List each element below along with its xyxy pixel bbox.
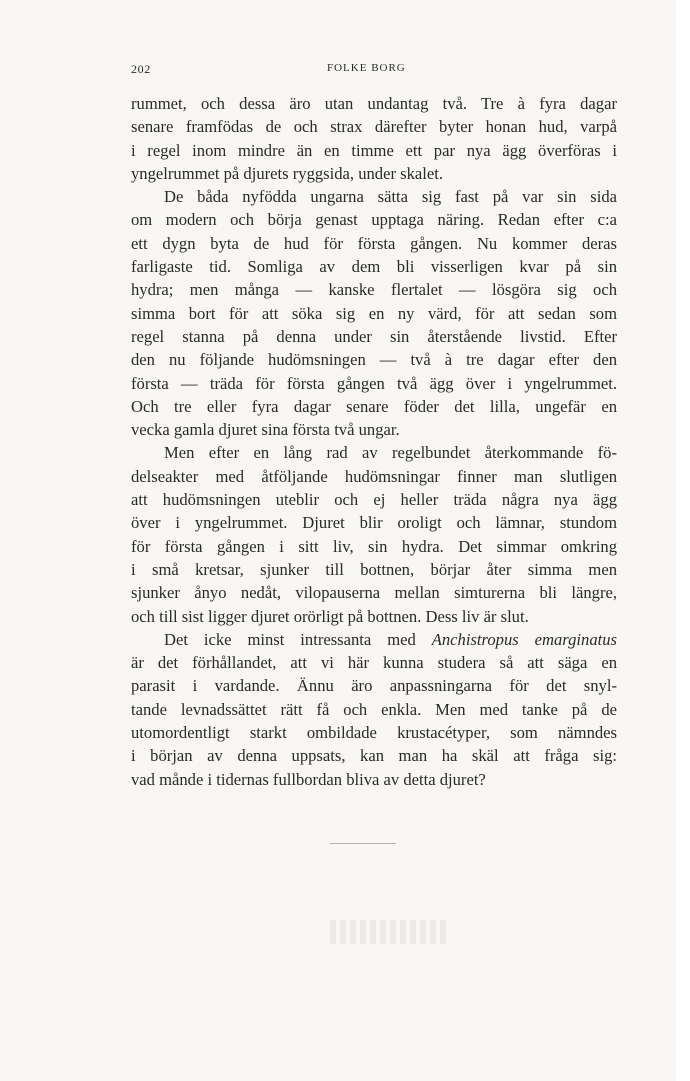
text-line: farligaste tid. Somliga av dem bli visserligen kvar på sin — [131, 257, 617, 277]
show-through-mark — [330, 920, 450, 944]
text-line: över i yngelrummet. Djuret blir oroligt och lämnar, stundom — [131, 513, 617, 533]
text-line: simma bort för att söka sig en ny värd, för att sedan som — [131, 303, 617, 323]
page-number: 202 — [131, 62, 151, 76]
text-line: den nu följande hudömsningen — två à tre dagar efter den — [131, 350, 617, 370]
text-line: vad månde i tidernas fullbordan bliva av detta djuret? — [131, 769, 486, 789]
text-line: om modern och börja genast upptaga näring. Redan efter c:a — [131, 210, 617, 230]
text-line: i regel inom mindre än en timme ett par nya ägg överföras i — [131, 140, 617, 160]
text-line-with-species-name — [131, 628, 617, 651]
text-line: hydra; men många — kanske flertalet — lösgöra sig och — [131, 280, 617, 300]
body-text — [131, 92, 617, 791]
text-line: tande levnadssättet rätt få och enkla. Men med tanke på de — [131, 699, 617, 719]
running-head: FOLKE BORG — [327, 62, 406, 74]
text-line: och till sist ligger djuret orörligt på bottnen. Dess liv är slut. — [131, 606, 529, 626]
text-line: i små kretsar, sjunker till bottnen, börjar åter simma men — [131, 559, 617, 579]
text-line: regel stanna på denna under sin återstående livstid. Efter — [131, 326, 617, 346]
page-header — [131, 62, 617, 82]
text-line: Men efter en lång rad av regelbundet återkommande fö- — [164, 443, 617, 463]
text-line: för första gången i sitt liv, sin hydra. Det simmar omkring — [131, 536, 617, 556]
text-line: De båda nyfödda ungarna sätta sig fast på var sin sida — [164, 187, 617, 207]
section-end-rule — [330, 843, 396, 844]
text-line: delseakter med åtföljande hudömsningar finner man slutligen — [131, 466, 617, 486]
text-line: rummet, och dessa äro utan undantag två. Tre à fyra dagar — [131, 94, 617, 113]
text-line: första — träda för första gången två ägg över i yngelrummet. — [131, 373, 617, 393]
text-line: utomordentligt starkt ombildade krustacétyper, som nämndes — [131, 723, 617, 743]
text-line: yngelrummet på djurets ryggsida, under skalet. — [131, 163, 443, 183]
text-line: sjunker ånyo nedåt, vilopauserna mellan simturerna bli längre, — [131, 583, 617, 603]
text-line: vecka gamla djuret sina första två ungar. — [131, 420, 400, 440]
text-line: att hudömsningen uteblir och ej heller träda några nya ägg — [131, 490, 617, 510]
text-line: är det förhållandet, att vi här kunna studera så att säga en — [131, 653, 617, 673]
text-fragment: Det icke minst intressanta med — [164, 629, 432, 649]
species-name: Anchistropus emarginatus — [431, 629, 617, 649]
text-line: senare framfödas de och strax därefter byter honan hud, varpå — [131, 117, 617, 137]
text-line: Och tre eller fyra dagar senare föder det lilla, ungefär en — [131, 396, 617, 416]
scan-margin — [676, 0, 690, 1081]
text-line: ett dygn byta de hud för första gången. Nu kommer deras — [131, 233, 617, 253]
text-line: parasit i vardande. Ännu äro anpassningarna för det snyl- — [131, 676, 617, 696]
text-line: i början av denna uppsats, kan man ha skäl att fråga sig: — [131, 746, 617, 766]
